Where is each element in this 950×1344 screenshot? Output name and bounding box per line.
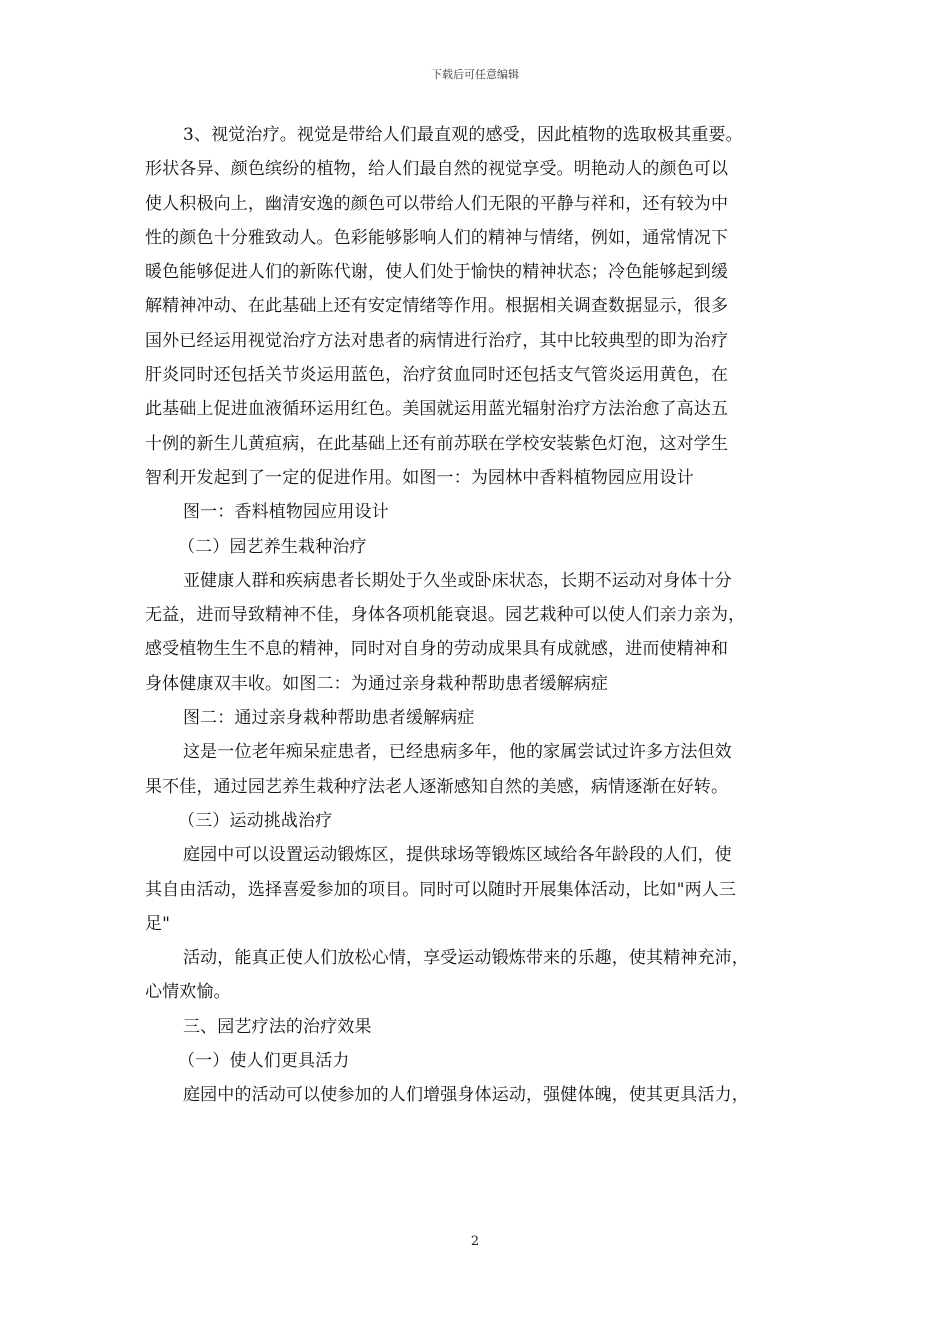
text-line: 足"	[145, 913, 171, 934]
text-line: 其自由活动，选择喜爱参加的项目。同时可以随时开展集体活动，比如"两人三	[145, 879, 737, 900]
text-line: 国外已经运用视觉治疗方法对患者的病情进行治疗，其中比较典型的即为治疗	[145, 330, 729, 351]
text-line: （一）使人们更具活力	[178, 1051, 350, 1072]
text-line: （三）运动挑战治疗	[178, 810, 333, 831]
text-line: 身体健康双丰收。如图二：为通过亲身栽种帮助患者缓解病症	[145, 673, 609, 694]
text-line: 无益，进而导致精神不佳，身体各项机能衰退。园艺栽种可以使人们亲力亲为，	[145, 605, 746, 626]
text-line: 果不佳，通过园艺养生栽种疗法老人逐渐感知自然的美感，病情逐渐在好转。	[145, 776, 729, 797]
text-line: 图一：香料植物园应用设计	[183, 502, 389, 523]
text-line: 三、园艺疗法的治疗效果	[183, 1016, 372, 1037]
text-line: 庭园中的活动可以使参加的人们增强身体运动，强健体魄，使其更具活力，	[183, 1085, 749, 1106]
text-line: 解精神冲动、在此基础上还有安定情绪等作用。根据相关调查数据显示，很多	[145, 296, 729, 317]
text-line: 感受植物生生不息的精神，同时对自身的劳动成果具有成就感，进而使精神和	[145, 639, 729, 660]
text-line: 庭园中可以设置运动锻炼区，提供球场等锻炼区域给各年龄段的人们，使	[183, 845, 732, 866]
text-line: 智利开发起到了一定的促进作用。如图一：为园林中香料植物园应用设计	[145, 467, 694, 488]
text-line: 形状各异、颜色缤纷的植物，给人们最自然的视觉享受。明艳动人的颜色可以	[145, 159, 729, 180]
text-line: 心情欢愉。	[145, 982, 231, 1003]
text-line: 性的颜色十分雅致动人。色彩能够影响人们的精神与情绪，例如，通常情况下	[145, 227, 729, 248]
text-line: 暖色能够促进人们的新陈代谢，使人们处于愉快的精神状态；冷色能够起到缓	[145, 262, 729, 283]
text-line: 使人积极向上，幽清安逸的颜色可以带给人们无限的平静与祥和，还有较为中	[145, 193, 729, 214]
text-line: 3、视觉治疗。视觉是带给人们最直观的感受，因此植物的选取极其重要。	[183, 125, 743, 145]
text-line: 这是一位老年痴呆症患者，已经患病多年，他的家属尝试过许多方法但效	[183, 742, 732, 763]
text-line: 此基础上促进血液循环运用红色。美国就运用蓝光辐射治疗方法治愈了高达五	[145, 399, 729, 420]
text-line: 亚健康人群和疾病患者长期处于久坐或卧床状态，长期不运动对身体十分	[183, 570, 732, 591]
document-body	[145, 118, 811, 1113]
text-line: 图二：通过亲身栽种帮助患者缓解病症	[183, 708, 475, 729]
page-header: 下载后可任意编辑	[431, 68, 519, 81]
text-line: 肝炎同时还包括关节炎运用蓝色，治疗贫血同时还包括支气管炎运用黄色，在	[145, 365, 729, 386]
text-line: 活动，能真正使人们放松心情，享受运动锻炼带来的乐趣，使其精神充沛，	[183, 948, 749, 969]
text-line: 十例的新生儿黄疸病，在此基础上还有前苏联在学校安装紫色灯泡，这对学生	[145, 433, 729, 454]
text-line: （二）园艺养生栽种治疗	[178, 536, 367, 557]
page-number: 2	[470, 1234, 480, 1249]
